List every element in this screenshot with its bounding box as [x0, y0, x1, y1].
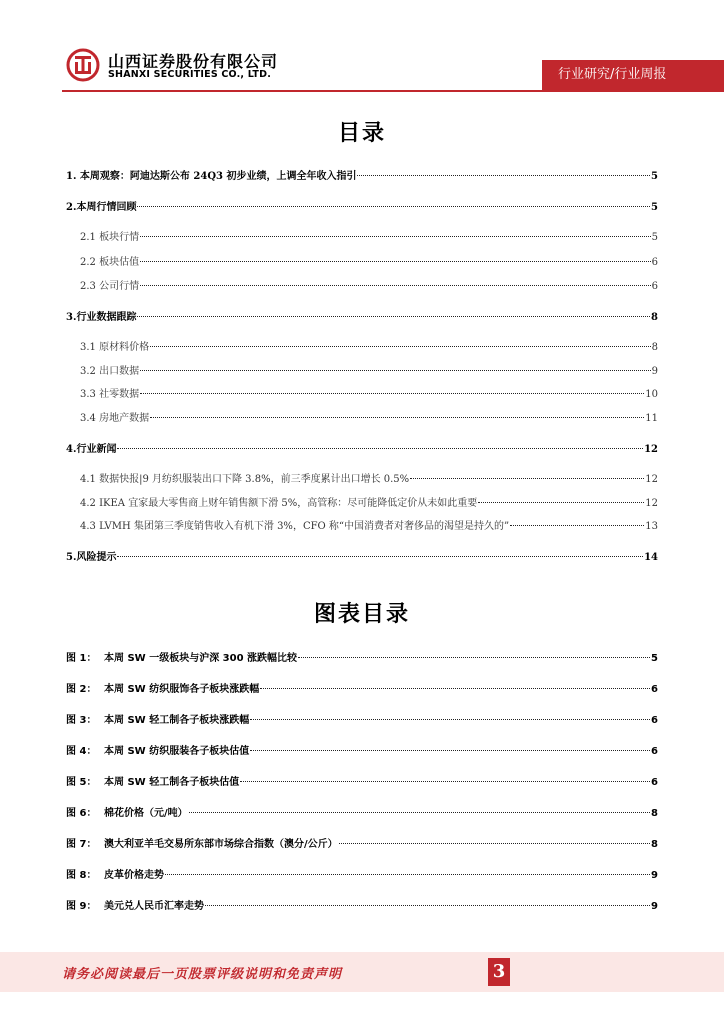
dot-leader	[240, 781, 650, 782]
toc-entry-label: 2.3 公司行情	[80, 281, 140, 292]
figure-label: 皮革价格走势	[104, 870, 164, 881]
toc-entry-page: 5	[651, 171, 658, 182]
toc-entry-page: 10	[645, 389, 658, 400]
toc-entry-page: 12	[644, 444, 658, 455]
toc-entry[interactable]	[66, 201, 658, 215]
toc-entry[interactable]	[66, 443, 658, 457]
toc-entry[interactable]	[80, 388, 658, 402]
page-header	[0, 0, 724, 96]
toc-entry-label: 3.1 原材料价格	[80, 342, 150, 353]
dot-leader	[189, 812, 650, 813]
dot-leader	[140, 393, 644, 394]
figure-label: 本周 SW 一级板块与沪深 300 涨跌幅比较	[104, 653, 298, 664]
figure-number: 图 2：	[66, 684, 97, 695]
toc-entry[interactable]	[80, 412, 658, 426]
dot-leader	[140, 285, 651, 286]
toc-entry-page: 14	[644, 552, 658, 563]
toc-entry-page: 5	[651, 202, 658, 213]
toc-entry-page: 5	[651, 232, 658, 243]
toc-entry-label: 4.2 IKEA 宜家最大零售商上财年销售额下滑 5%，高管称：尽可能降低定价从未如此重要	[80, 498, 478, 509]
figure-number: 图 3：	[66, 715, 97, 726]
toc-entry[interactable]	[66, 551, 658, 565]
toc-entry-page: 8	[651, 342, 658, 353]
figure-label: 美元兑人民币汇率走势	[104, 901, 204, 912]
dot-leader	[140, 261, 651, 262]
report-type-badge: 行业研究/行业周报	[542, 60, 724, 90]
figure-entry[interactable]	[66, 869, 658, 883]
toc-entry-label: 3.2 出口数据	[80, 366, 140, 377]
toc-entry[interactable]	[80, 231, 658, 245]
figure-entry[interactable]	[66, 683, 658, 697]
company-name-cn: 山西证券股份有限公司	[108, 52, 279, 71]
toc-entry-label: 4.1 数据快报|9 月纺织服装出口下降 3.8%，前三季度累计出口增长 0.5%	[80, 474, 410, 485]
figure-entry[interactable]	[66, 652, 658, 666]
toc-entry[interactable]	[80, 365, 658, 379]
figure-page: 9	[651, 870, 658, 881]
toc-entry-page: 13	[645, 521, 658, 532]
figure-page: 9	[651, 901, 658, 912]
toc-entry-page: 8	[651, 312, 658, 323]
toc-entry-label: 3.行业数据跟踪	[66, 312, 137, 323]
toc-entry[interactable]	[80, 256, 658, 270]
figure-number: 图 6：	[66, 808, 97, 819]
dot-leader	[117, 448, 643, 449]
dot-leader	[140, 370, 651, 371]
toc-entry-page: 9	[651, 366, 658, 377]
dot-leader	[140, 236, 651, 237]
figure-page: 8	[651, 839, 658, 850]
figure-page: 8	[651, 808, 658, 819]
toc-entry-label: 1. 本周观察：阿迪达斯公布 24Q3 初步业绩，上调全年收入指引	[66, 171, 357, 182]
toc-entry[interactable]	[80, 497, 658, 511]
figure-page: 6	[651, 715, 658, 726]
toc-entry-label: 2.2 板块估值	[80, 257, 140, 268]
dot-leader	[205, 905, 650, 906]
dot-leader	[260, 688, 650, 689]
toc-entry[interactable]	[80, 341, 658, 355]
company-name-en: SHANXI SECURITIES CO., LTD.	[108, 69, 272, 80]
toc-entry-page: 12	[645, 498, 658, 509]
figure-label: 本周 SW 纺织服饰各子板块涨跌幅	[104, 684, 260, 695]
figure-page: 5	[651, 653, 658, 664]
toc-entry[interactable]	[80, 280, 658, 294]
figures-title: 图表目录	[313, 602, 410, 627]
toc-entry-label: 3.3 社零数据	[80, 389, 140, 400]
toc-entry-page: 6	[651, 257, 658, 268]
dot-leader	[410, 478, 644, 479]
figure-entry[interactable]	[66, 900, 658, 914]
figure-label: 本周 SW 轻工制各子板块涨跌幅	[104, 715, 250, 726]
dot-leader	[357, 175, 650, 176]
toc-entry-page: 6	[651, 281, 658, 292]
figure-number: 图 1：	[66, 653, 97, 664]
toc-entry-page: 12	[645, 474, 658, 485]
toc-entry-label: 2.1 板块行情	[80, 232, 140, 243]
figure-entry[interactable]	[66, 714, 658, 728]
figure-label: 棉花价格（元/吨）	[104, 808, 188, 819]
toc-title: 目录	[337, 121, 386, 146]
figure-page: 6	[651, 746, 658, 757]
figure-number: 图 7：	[66, 839, 97, 850]
dot-leader	[117, 556, 643, 557]
figure-entry[interactable]	[66, 807, 658, 821]
dot-leader	[150, 346, 651, 347]
figure-page: 6	[651, 684, 658, 695]
toc-entry-label: 5.风险提示	[66, 552, 117, 563]
toc-entry-page: 11	[645, 413, 658, 424]
figure-entry[interactable]	[66, 838, 658, 852]
dot-leader	[250, 719, 650, 720]
toc-entry[interactable]	[66, 170, 658, 184]
figure-entry[interactable]	[66, 745, 658, 759]
figure-number: 图 4：	[66, 746, 97, 757]
figure-entry[interactable]	[66, 776, 658, 790]
figure-number: 图 8：	[66, 870, 97, 881]
toc-entry-label: 4.3 LVMH 集团第三季度销售收入有机下滑 3%，CFO 称“中国消费者对奢侈品的渴望是持久的”	[80, 521, 510, 532]
dot-leader	[478, 502, 644, 503]
company-logo-icon	[66, 48, 100, 82]
footer-disclaimer: 请务必阅读最后一页股票评级说明和免责声明	[62, 967, 343, 982]
dot-leader	[150, 417, 644, 418]
header-divider	[62, 90, 724, 92]
figure-label: 本周 SW 轻工制各子板块估值	[104, 777, 240, 788]
toc-entry-label: 2.本周行情回顾	[66, 202, 137, 213]
dot-leader	[137, 206, 650, 207]
dot-leader	[339, 843, 650, 844]
figure-number: 图 9：	[66, 901, 97, 912]
toc-entry-label: 3.4 房地产数据	[80, 413, 150, 424]
toc-entry[interactable]	[80, 520, 658, 534]
dot-leader	[298, 657, 650, 658]
figure-label: 本周 SW 纺织服装各子板块估值	[104, 746, 250, 757]
figure-number: 图 5：	[66, 777, 97, 788]
page-number: 3	[488, 958, 510, 986]
toc-entry[interactable]	[66, 311, 658, 325]
dot-leader	[137, 316, 650, 317]
dot-leader	[250, 750, 650, 751]
dot-leader	[165, 874, 650, 875]
dot-leader	[510, 525, 644, 526]
toc-entry[interactable]	[80, 473, 658, 487]
figure-page: 6	[651, 777, 658, 788]
figure-label: 澳大利亚羊毛交易所东部市场综合指数（澳分/公斤）	[104, 839, 338, 850]
toc-entry-label: 4.行业新闻	[66, 444, 117, 455]
